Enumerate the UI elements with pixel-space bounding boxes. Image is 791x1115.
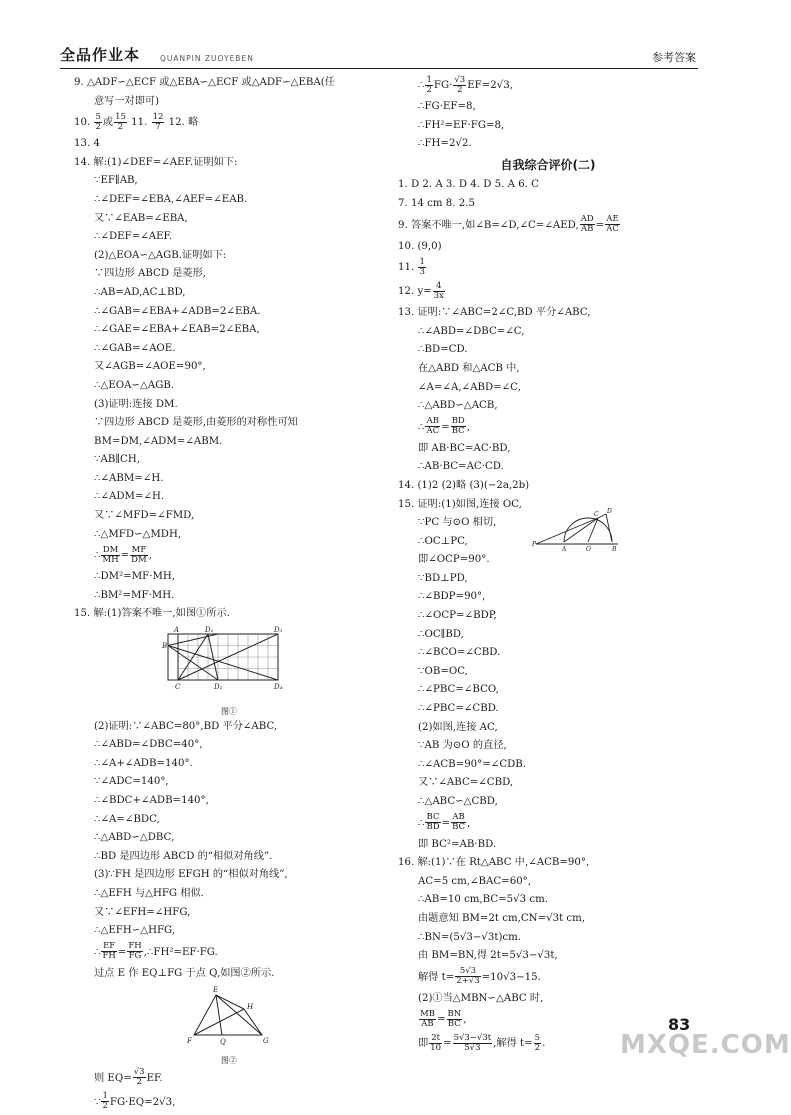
answer-line: 则 EQ= $\frac{√3}{2}$ EF. <box>94 1067 163 1088</box>
left-column <box>74 74 384 1115</box>
answer-line: ∴∠BDC+∠ADB=140°, <box>94 795 209 806</box>
answer-line: ∴∠PBC=∠BCO, <box>418 684 499 696</box>
answer-line: ∴△EOA∽△AGB. <box>94 379 175 391</box>
brand-title: 全品作业本 <box>60 46 141 64</box>
answer-line: ∴OC⊥PC, <box>418 535 468 547</box>
answer-line: 13. 证明:∵∠ABC=2∠C,BD 平分∠ABC, <box>398 307 591 319</box>
quad-diagram <box>74 985 374 1047</box>
label-g: G <box>263 1037 269 1046</box>
answer-line: ∴∠GAB=∠EBA+∠ADB=2∠EBA. <box>94 305 261 317</box>
answer-line: ∴∠A+∠ADB=140°. <box>94 757 193 769</box>
answer-line: 14. 解:(1)∠DEF=∠AEF.证明如下: <box>74 156 238 168</box>
answer-line: (3)证明:连接 DM. <box>94 398 178 410</box>
label-d2: D₂ <box>214 683 223 692</box>
answer-line: ∴∠BCO=∠CBD. <box>418 647 501 659</box>
answer-line: ∴BD 是四边形 ABCD 的“相似对角线”. <box>94 850 273 862</box>
answer-line: 10. $\frac{5}{2}$ 或 $\frac{15}{2}$ 11. $\frac{12}{7}$ 12. 略 <box>74 111 199 132</box>
answer-line: ∴AB=10 cm,BC=5√3 cm. <box>418 894 548 906</box>
section-label: 参考答案 <box>652 51 696 64</box>
label-c: C <box>594 510 599 518</box>
answer-line: ∴∠DEF=∠AEF. <box>94 231 173 243</box>
section-title: 自我综合评价(二) <box>500 157 596 172</box>
answer-line: ∴∠DEF=∠EBA,∠AEF=∠EAB. <box>94 193 248 205</box>
answer-line: 15. 证明:(1)如图,连接 OC, <box>398 498 522 510</box>
answer-line: ∵AB∥CH, <box>94 454 140 466</box>
answer-line: ∴ $\frac{1}{2}$ FG· $\frac{√3}{2}$ EF=2√3, <box>418 74 513 95</box>
answer-line: ∵BD⊥PD, <box>418 572 468 584</box>
answer-line: ∴BD=CD. <box>418 344 468 356</box>
label-p: P <box>532 540 537 548</box>
brand-subtitle: QUANPIN ZUOYEBEN <box>160 54 254 63</box>
answer-line: ∴∠ABM=∠H. <box>94 472 164 484</box>
answer-line: ∴∠GAB=∠AOE. <box>94 342 176 354</box>
circle-diagram <box>532 508 622 552</box>
answer-line: ∴AB=AD,AC⊥BD, <box>94 286 186 298</box>
answer-line: ∴△EFH 与△HFG 相似. <box>94 887 204 899</box>
answer-line: 即∠OCP=90°. <box>418 554 490 566</box>
answer-line: 12. y= $\frac{4}{3x}$ <box>398 280 444 301</box>
answer-line: ∵OB=OC, <box>418 665 468 677</box>
answer-line: 又∵∠EFH=∠HFG, <box>94 906 191 918</box>
page-header <box>60 46 698 69</box>
answer-line: ∴∠ABD=∠DBC=∠C, <box>418 325 525 337</box>
answer-line: ∵AB 为⊙O 的直径, <box>418 740 507 752</box>
label-d4: D₄ <box>274 683 283 692</box>
answer-line: ∴AB·BC=AC·CD. <box>418 461 504 473</box>
answer-line: 14. (1)2 (2)略 (3)(−2a,2b) <box>398 479 530 491</box>
answer-line: 16. 解:(1)∵在 Rt△ABC 中,∠ACB=90°, <box>398 857 590 869</box>
answer-line: 由 BM=BN,得 2t=5√3−√3t, <box>418 950 558 962</box>
answer-line: 意写一对即可) <box>94 95 160 107</box>
answer-line: ∴∠OCP=∠BDP, <box>418 610 497 622</box>
answer-line: 15. 解:(1)答案不唯一,如图①所示. <box>74 608 230 620</box>
label-b: B <box>612 545 617 553</box>
answer-line: ∴DM²=MF·MH, <box>94 571 175 583</box>
answer-line: ∴∠ADM=∠H. <box>94 491 165 503</box>
answer-line: ∴△EFH∽△HFG, <box>94 925 176 937</box>
label-q: Q <box>220 1038 226 1047</box>
right-column <box>398 74 698 1056</box>
answer-line: 9. 答案不唯一,如∠B=∠D,∠C=∠AED, $\frac{AD}{AB}$ = $\frac{AE}{AC}$ <box>398 214 619 235</box>
label-d: D <box>607 507 612 515</box>
answer-line: 又∵∠ABC=∠CBD, <box>418 777 514 789</box>
answer-line: ∴∠ACB=90°=∠CDB. <box>418 758 527 770</box>
answer-line: ∴ $\frac{EF}{FH}$ = $\frac{FH}{FG}$ ,∴FH²=EF·FG. <box>94 941 218 962</box>
watermark: MXQE.COM <box>620 1030 791 1060</box>
answer-line: ∴△ABD∽△ACB, <box>418 400 498 412</box>
answer-line: ∠A=∠A,∠ABD=∠C, <box>418 381 521 393</box>
answer-line: ∴∠PBC=∠CBD. <box>418 703 499 715</box>
answer-line: ∴FG·EF=8, <box>418 101 476 112</box>
answer-line: ∵四边形 ABCD 是菱形, <box>94 268 207 280</box>
answer-line: ∴ $\frac{BC}{BD}$ = $\frac{AB}{BC}$ , <box>418 812 471 833</box>
answer-line: ∴OC∥BD, <box>418 628 464 640</box>
label-d3: D₃ <box>274 626 283 635</box>
label-a: A <box>174 626 180 635</box>
answer-line: 又∵∠MFD=∠FMD, <box>94 510 195 522</box>
answer-line: (2)如图,连接 AC, <box>418 721 498 733</box>
page-number: 83 <box>668 1015 691 1034</box>
answer-line: (3)∵FH 是四边形 EFGH 的“相似对角线”, <box>94 869 288 881</box>
label-e: E <box>213 986 219 995</box>
label-a: A <box>562 545 567 553</box>
label-b: B <box>162 642 168 651</box>
label-d1: D₁ <box>205 626 214 635</box>
answer-line: ∴△MFD∽△MDH, <box>94 528 182 540</box>
answer-line: 又∵∠EAB=∠EBA, <box>94 212 188 224</box>
answer-line: 即 BC²=AB·BD. <box>418 838 497 850</box>
answer-line: ∵四边形 ABCD 是菱形,由菱形的对称性可知 <box>94 417 298 429</box>
label-h: H <box>247 1003 254 1012</box>
figure-grid <box>74 626 384 718</box>
answer-line: ∴BM²=MF·MH. <box>94 589 175 601</box>
answer-line: ∴△ABC∽△CBD, <box>418 796 498 807</box>
answer-line: ∴△ABD∽△DBC, <box>94 832 175 844</box>
answer-line: ∴∠GAE=∠EBA+∠EAB=2∠EBA, <box>94 324 260 336</box>
answer-line: ∴ $\frac{AB}{AC}$ = $\frac{BD}{BC}$ , <box>418 416 470 437</box>
answer-line: 过点 E 作 EQ⊥FG 于点 Q,如图②所示. <box>94 967 275 979</box>
answer-line: ∴∠A=∠BDC, <box>94 813 160 825</box>
answer-line: ∴BN=(5√3−√3t)cm. <box>418 931 522 943</box>
answer-line: 在△ABD 和△ACB 中, <box>418 362 520 374</box>
answer-line: 即 AB·BC=AC·BD, <box>418 442 511 454</box>
grid-diagram <box>74 626 374 698</box>
label-o: O <box>586 545 591 553</box>
answer-line: ∴FH=2√2. <box>418 138 472 150</box>
figure-quadrilateral <box>74 985 384 1067</box>
answer-line: 11. $\frac{1}{3}$ <box>398 256 425 277</box>
answer-line: ∵ $\frac{1}{2}$ FG·EQ=2√3, <box>94 1091 176 1112</box>
answer-line: ∴∠BDP=90°, <box>418 591 486 603</box>
answer-line: ∴FH²=EF·FG=8, <box>418 119 505 131</box>
figure-caption: 图① <box>221 706 237 716</box>
answer-line: ∵EF∥AB, <box>94 175 138 187</box>
answer-line: 即 $\frac{2t}{10}$ = $\frac{5√3-√3t}{5√3}$ ,解得 t= $\frac{5}{2}$ . <box>418 1032 546 1053</box>
answer-line: 13. 4 <box>74 138 100 150</box>
answer-line: ∵PC 与⊙O 相切, <box>418 517 497 529</box>
answer-line: 10. (9,0) <box>398 240 442 252</box>
answer-line: 又∠AGB=∠AOE=90°, <box>94 361 206 373</box>
label-c: C <box>175 683 181 692</box>
answer-line: ∴∠ABD=∠DBC=40°, <box>94 739 203 751</box>
label-f: F <box>187 1037 192 1046</box>
answer-line: (2)证明:∵∠ABC=80°,BD 平分∠ABC, <box>94 720 278 732</box>
answer-line: AC=5 cm,∠BAC=60°, <box>418 875 532 887</box>
answer-line: $\frac{MB}{AB}$ = $\frac{BN}{BC}$ , <box>420 1008 467 1029</box>
answer-line: 9. △ADF∽△ECF 或△EBA∽△ECF 或△ADF∽△EBA(任 <box>74 77 335 88</box>
answer-line: (2)△EOA∽△AGB.证明如下: <box>94 249 227 261</box>
answer-line: 7. 14 cm 8. 2.5 <box>398 197 475 209</box>
answer-line: 解得 t= $\frac{5√3}{2+√3}$ =10√3−15. <box>418 966 541 987</box>
answer-line: (2)①当△MBN∽△ABC 时, <box>418 992 544 1004</box>
answer-line: ∵∠ADC=140°, <box>94 776 169 788</box>
figure-caption: 图② <box>221 1055 237 1065</box>
answer-line: BM=DM,∠ADM=∠ABM. <box>94 435 223 447</box>
answer-line: ∴ $\frac{DM}{MH}$ = $\frac{MF}{DM}$ , <box>94 544 152 565</box>
answer-line: 1. D 2. A 3. D 4. D 5. A 6. C <box>398 179 539 191</box>
answer-line: 由题意知 BM=2t cm,CN=√3t cm, <box>418 912 586 924</box>
